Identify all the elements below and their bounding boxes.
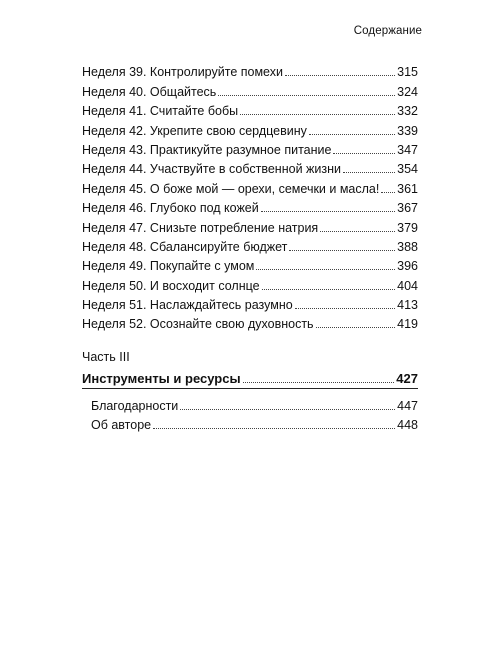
dot-leader xyxy=(316,327,396,328)
toc-entry-page: 388 xyxy=(397,239,418,254)
dot-leader xyxy=(320,231,395,232)
toc-entry-page: 324 xyxy=(397,84,418,99)
dot-leader xyxy=(262,289,396,290)
toc-entry[interactable] xyxy=(82,196,418,215)
dot-leader xyxy=(243,382,395,383)
dot-leader xyxy=(295,308,395,309)
dot-leader xyxy=(343,172,395,173)
toc-entry-page: 361 xyxy=(397,181,418,196)
toc-entry[interactable] xyxy=(82,235,418,254)
dot-leader xyxy=(180,409,395,410)
toc-entry-page: 448 xyxy=(397,418,418,433)
toc-entry-page: 404 xyxy=(397,278,418,293)
running-title: Содержание xyxy=(353,25,422,37)
toc-entry-title: Неделя 49. Покупайте с умом xyxy=(82,259,255,274)
toc-entry-page: 396 xyxy=(397,259,418,274)
toc-entry-title: Неделя 48. Сбалансируйте бюджет xyxy=(82,239,288,254)
toc-entry[interactable] xyxy=(82,60,418,79)
dot-leader xyxy=(256,269,395,270)
toc-entry-page: 413 xyxy=(397,298,418,313)
toc-entry[interactable] xyxy=(82,413,418,432)
dot-leader xyxy=(381,192,395,193)
toc-entry-title: Неделя 51. Наслаждайтесь разумно xyxy=(82,298,293,313)
toc-entry-title: Неделя 41. Считайте бобы xyxy=(82,104,239,119)
toc-entry[interactable] xyxy=(82,99,418,118)
toc-entry-title: Неделя 47. Снизьте потребление натрия xyxy=(82,220,319,235)
part-label: Часть III xyxy=(82,350,130,365)
toc-entry-page: 347 xyxy=(397,142,418,157)
toc-entry-title: Неделя 40. Общайтесь xyxy=(82,84,217,99)
toc-entry[interactable] xyxy=(82,138,418,157)
table-of-contents xyxy=(82,60,418,432)
part-title-entry[interactable] xyxy=(82,366,418,386)
toc-entry-title: Неделя 46. Глубоко под кожей xyxy=(82,201,259,216)
toc-entry-page: 332 xyxy=(397,104,418,119)
toc-entry[interactable] xyxy=(82,157,418,176)
toc-entry-title: Неделя 39. Контролируйте помехи xyxy=(82,65,283,80)
part-title: Инструменты и ресурсы xyxy=(82,371,241,387)
dot-leader xyxy=(218,95,395,96)
dot-leader xyxy=(285,75,395,76)
toc-entry-page: 315 xyxy=(397,65,418,80)
toc-entry[interactable] xyxy=(82,79,418,98)
dot-leader xyxy=(153,428,395,429)
toc-entry[interactable] xyxy=(82,273,418,292)
toc-entry[interactable] xyxy=(82,393,418,412)
dot-leader xyxy=(333,153,395,154)
dot-leader xyxy=(240,114,395,115)
toc-entry-title: Неделя 50. И восходит солнце xyxy=(82,278,260,293)
toc-entry-page: 367 xyxy=(397,201,418,216)
toc-entry[interactable] xyxy=(82,312,418,331)
toc-entry-title: Неделя 44. Участвуйте в собственной жизни xyxy=(82,162,341,177)
toc-entry-page: 447 xyxy=(397,398,418,413)
toc-entry[interactable] xyxy=(82,118,418,137)
toc-entry[interactable] xyxy=(82,215,418,234)
toc-entry-page: 354 xyxy=(397,162,418,177)
toc-entry-title: Об авторе xyxy=(91,418,152,433)
toc-entry-title: Благодарности xyxy=(91,398,179,413)
dot-leader xyxy=(289,250,395,251)
toc-entry[interactable] xyxy=(82,176,418,195)
toc-entry[interactable] xyxy=(82,254,418,273)
toc-entry-title: Неделя 45. О боже мой — орехи, семечки и масла! xyxy=(82,181,380,196)
toc-entry-title: Неделя 42. Укрепите свою сердцевину xyxy=(82,123,307,138)
toc-entry-page: 379 xyxy=(397,220,418,235)
toc-entry-page: 339 xyxy=(397,123,418,138)
dot-leader xyxy=(261,211,395,212)
dot-leader xyxy=(309,134,395,135)
part-title-page: 427 xyxy=(396,371,418,387)
part-divider xyxy=(82,388,418,389)
toc-entry-title: Неделя 43. Практикуйте разумное питание xyxy=(82,142,332,157)
toc-entry[interactable] xyxy=(82,293,418,312)
toc-entry-title: Неделя 52. Осознайте свою духовность xyxy=(82,317,314,332)
toc-entry-page: 419 xyxy=(397,317,418,332)
